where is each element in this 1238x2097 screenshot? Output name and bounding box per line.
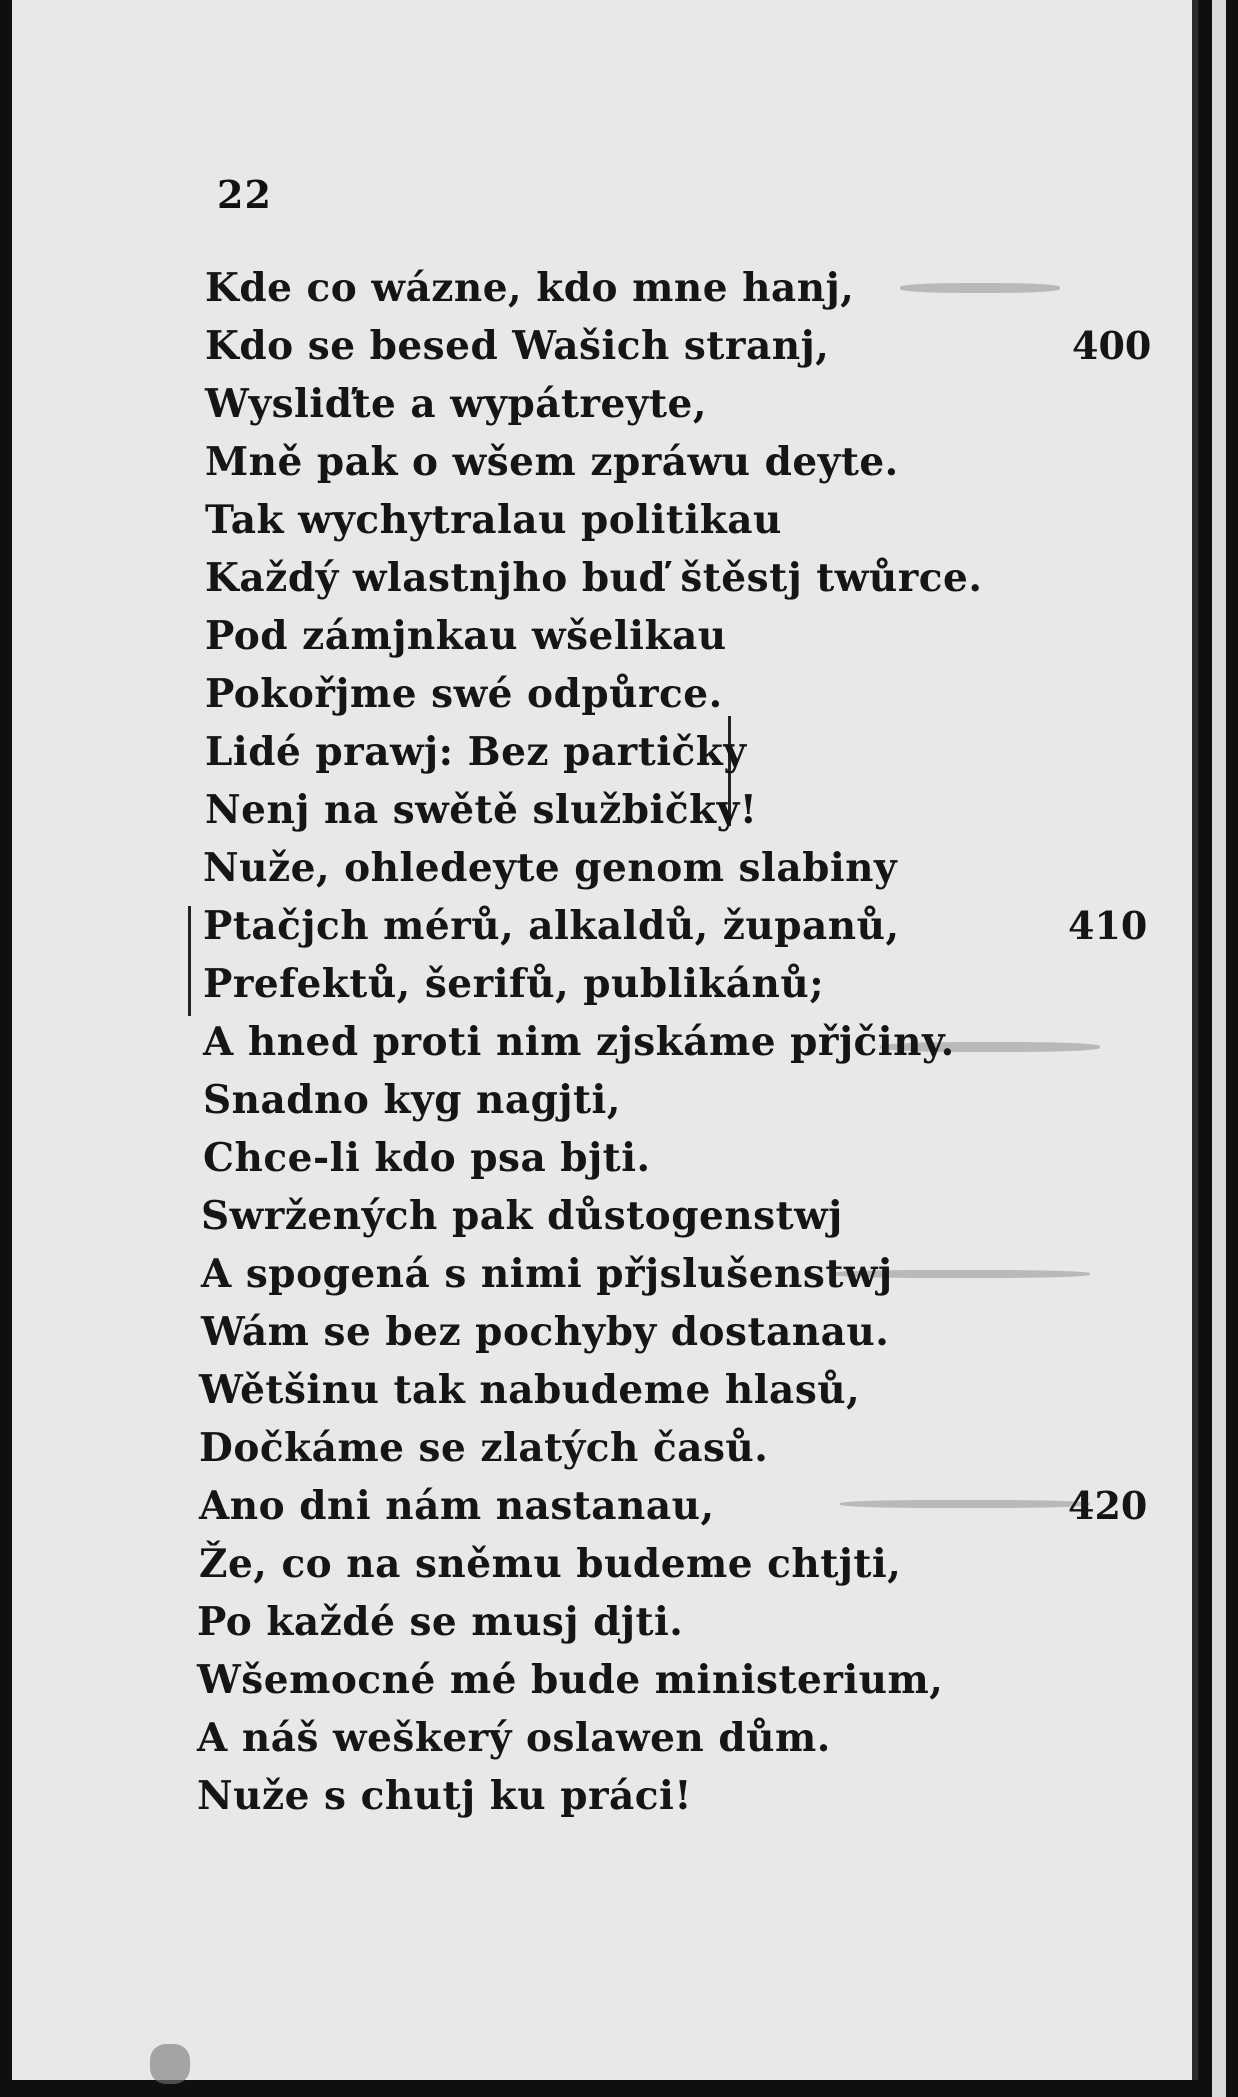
poem-line: Ptačjch mérů, alkaldů, županů,	[203, 903, 900, 949]
poem-line: Každý wlastnjho buď štěstj twůrce.	[205, 555, 983, 601]
line-number: 420	[1068, 1483, 1148, 1528]
poem-line: Lidé prawj: Bez partičky	[205, 729, 747, 775]
bleed-through-smudge	[840, 1500, 1090, 1508]
bleed-through-smudge	[150, 2044, 190, 2084]
poem-line: Swržených pak důstogenstwj	[201, 1193, 843, 1239]
poem-line: A spogená s nimi přjslušenstwj	[201, 1251, 893, 1297]
poem-line: A náš weškerý oslawen dům.	[197, 1715, 831, 1761]
line-number: 410	[1068, 903, 1148, 948]
poem-line: Snadno kyg nagjti,	[203, 1077, 621, 1123]
poem-line: Wětšinu tak nabudeme hlasů,	[199, 1367, 861, 1413]
poem-line: Tak wychytralau politikau	[205, 497, 782, 543]
adjacent-page-edge	[1212, 0, 1226, 2097]
poem-line: Nenj na swětě službičky!	[205, 787, 758, 833]
poem-line: Nuže, ohledeyte genom slabiny	[203, 845, 898, 891]
poem-line: Prefektů, šerifů, publikánů;	[203, 961, 825, 1007]
poem-line: Wšemocné mé bude ministerium,	[197, 1657, 944, 1703]
poem-line: Mně pak o wšem zpráwu deyte.	[205, 439, 899, 485]
poem-line: Chce-li kdo psa bjti.	[203, 1135, 651, 1181]
poem-line: Wysliďte a wypátreyte,	[205, 381, 707, 427]
margin-bracket-mark	[188, 906, 191, 1016]
poem-line: Pokořjme swé odpůrce.	[205, 671, 723, 717]
poem-line: Nuže s chutj ku práci!	[197, 1773, 692, 1819]
page-number: 22	[217, 172, 272, 217]
bleed-through-smudge	[900, 283, 1060, 293]
poem-line: Ano dni nám nastanau,	[199, 1483, 715, 1529]
poem-line: Že, co na sněmu budeme chtjti,	[199, 1541, 902, 1587]
poem-line: Wám se bez pochyby dostanau.	[201, 1309, 890, 1355]
poem-line: Dočkáme se zlatých časů.	[199, 1425, 769, 1471]
poem-line: A hned proti nim zjskáme přjčiny.	[203, 1019, 955, 1065]
line-number: 400	[1072, 323, 1152, 368]
poem-line: Kdo se besed Wašich stranj,	[205, 323, 830, 369]
poem-line: Kde co wázne, kdo mne hanj,	[205, 265, 855, 311]
poem-line: Po každé se musj djti.	[197, 1599, 684, 1645]
poem-line: Pod zámjnkau wšelikau	[205, 613, 727, 659]
